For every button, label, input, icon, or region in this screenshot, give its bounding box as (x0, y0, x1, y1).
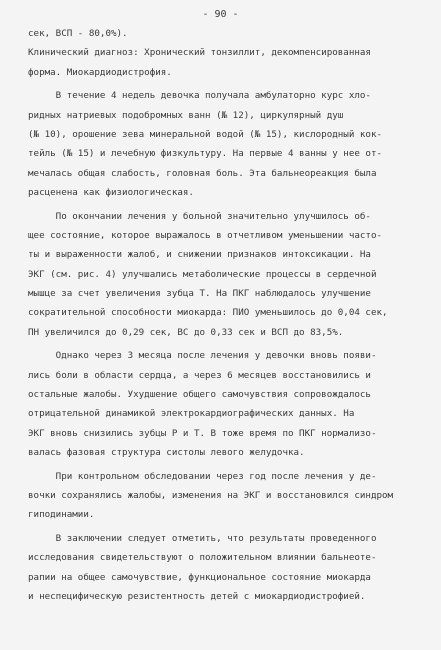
text-line: форма. Миокардиодистрофия. (28, 66, 172, 78)
text-line: расценена как физиологическая. (28, 187, 194, 199)
text-line: В течение 4 недель девочка получала амбулаторно курс хло- (28, 90, 371, 102)
text-line: сократительной способности миокарда: ПИО уменьшилось до 0,04 сек, (28, 307, 388, 319)
text-line: мышце за счет увеличения зубца Т. На ПКГ наблюдалось улучшение (28, 288, 371, 300)
text-line: тейль (№ 15) и лечебную физкультуру. На первые 4 ванны у нее от- (28, 148, 383, 160)
text-line: Однако через 3 месяца после лечения у девочки вновь появи- (28, 350, 377, 362)
text-line: Клинический диагноз: Хронический тонзиллит, декомпенсированная (28, 47, 371, 59)
text-line: ты и выраженности жалоб, и снижении признаков интоксикации. На (28, 249, 371, 261)
text-line: (№ 10), орошение зева минеральной водой (№ 15), кислородный кок- (28, 128, 383, 140)
text-line: ЭКГ (см. рис. 4) улучшались метаболические процессы в сердечной (28, 268, 377, 280)
text-line: ЭКГ вновь снизились зубцы Р и Т. В тоже время по ПКГ нормализо- (28, 427, 377, 439)
text-line: рапии на общее самочувствие, функциональное состояние миокарда (28, 571, 371, 583)
text-line: щее состояние, которое выражалось в отчетливом уменьшении часто- (28, 229, 383, 241)
text-line: исследования свидетельствуют о положительном влиянии бальнеоте- (28, 552, 377, 564)
text-line: сек, ВСП - 80,0%). (28, 28, 128, 39)
text-line: отрицательной динамикой электрокардиографических данных. На (28, 408, 355, 420)
text-line: ридных натриевых подобромных ванн (№ 12), циркулярный душ (28, 109, 344, 121)
text-line: гиподинамии. (28, 509, 95, 521)
text-line: В заключении следует отметить, что результаты проведенного (28, 532, 377, 544)
text-line: мечалась общая слабость, головная боль. Эта бальнеореакция была (28, 167, 377, 179)
text-line: При контрольном обследовании через год после лечения у де- (28, 470, 377, 482)
page-number: - 90 - (202, 9, 239, 20)
text-line: и неспецифическую резистентность детей с миокардиодистрофией. (28, 590, 366, 602)
text-line: лись боли в области сердца, а через 6 месяцев восстановились и (28, 369, 371, 381)
body-text (28, 24, 423, 606)
text-line: вочки сохранялись жалобы, изменения на ЭКГ и восстановился синдром (28, 489, 394, 501)
text-line: остальные жалобы. Ухудшение общего самочувствия сопровождалось (28, 389, 371, 401)
text-line: ПН увеличился до 0,29 сек, ВС до 0,33 сек и ВСП до 83,5%. (28, 326, 344, 338)
text-line: По окончании лечения у больной значительно улучшилось об- (28, 210, 371, 222)
text-line: валась фазовая структура систолы левого желудочка. (28, 447, 305, 459)
